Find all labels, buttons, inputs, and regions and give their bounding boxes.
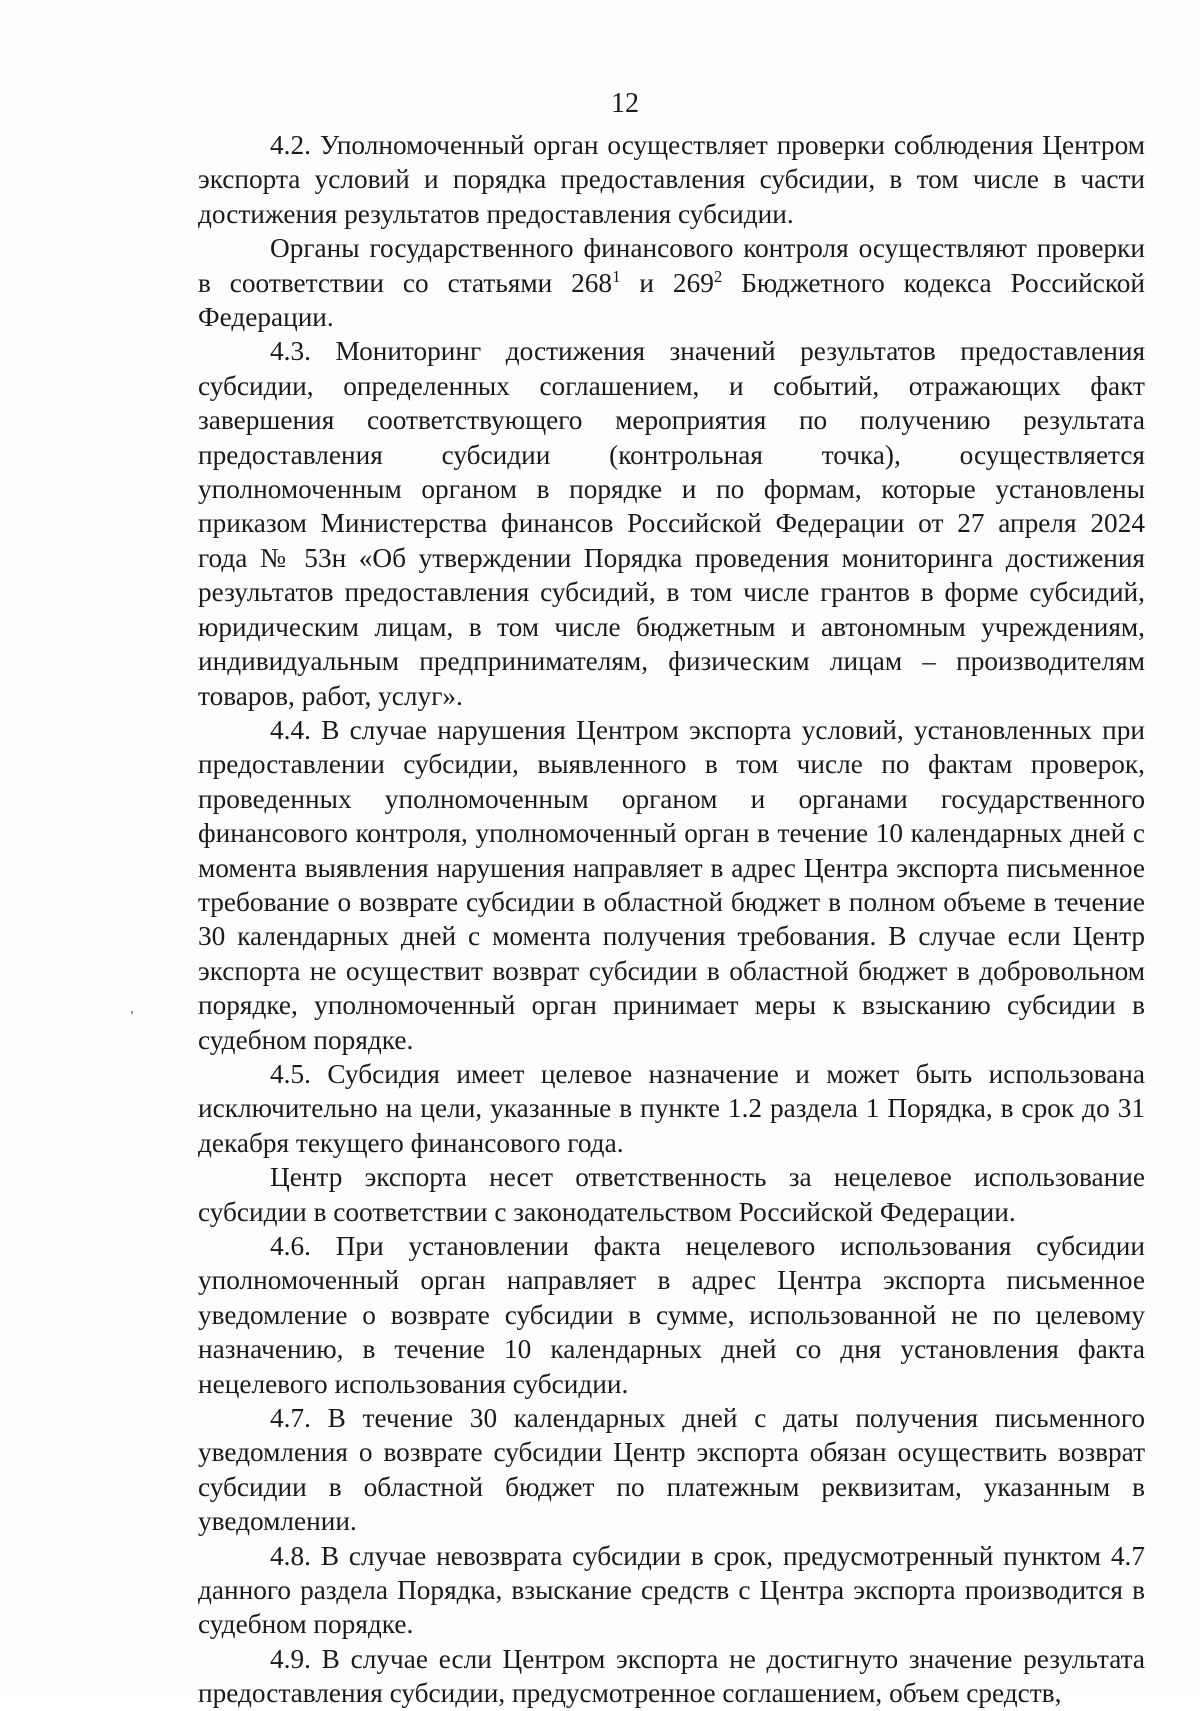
scan-speck [131,1011,133,1014]
paragraph-4-7: 4.7. В течение 30 календарных дней с даты получения письменного уведомления о возврате субсидии Центр экспорта обязан осуществить возврат субсидии в областной бюджет по платежным реквизитам, указанным в уведомлении. [198,1403,1145,1537]
paragraph-text: и 269 [620,267,714,298]
superscript: 1 [612,266,621,286]
paragraph-text: Органы государственного финансового контроля осуществляют проверки в соответствии со статьями 268 [198,233,1145,298]
paragraph-4-4: 4.4. В случае нарушения Центром экспорта условий, установленных при предоставлении субсидии, выявленного в том числе по фактам проверок, проведенных уполномоченным органом и органами государственного финансового контроля, уполномоченный орган в течение 10 календарных дней с момента выявления нарушения направляет в адрес Центра экспорта письменное требование о возврате субсидии в областной бюджет в полном объеме в течение 30 календарных дней с момента получения требования. В случае если Центр экспорта не осуществит возврат субсидии в областной бюджет в добровольном порядке, уполномоченный орган принимает меры к взысканию субсидии в судебном порядке. [198,714,1145,1055]
paragraph-4-9: 4.9. В случае если Центром экспорта не достигнуто значение результата предоставления субсидии, предусмотренное соглашением, объем средств, [198,1643,1145,1709]
paragraph-4-3: 4.3. Мониторинг достижения значений результатов предоставления субсидии, определенных соглашением, и событий, отражающих факт завершения соответствующего мероприятия по получению результата предоставления субсидии (контрольная точка), осуществляется уполномоченным органом в порядке и по формам, которые установлены приказом Министерства финансов Российской Федерации от 27 апреля 2024 года № 53н «Об утверждении Порядка проведения мониторинга достижения результатов предоставления субсидий, в том числе грантов в форме субсидий, юридическим лицам, в том числе бюджетным и автономным учреждениям, индивидуальным предпринимателям, физическим лицам – производителям товаров, работ, услуг». [198,336,1145,711]
superscript: 2 [713,266,723,286]
page-number: 12 [611,88,639,119]
paragraph-4-2: 4.2. Уполномоченный орган осуществляет проверки соблюдения Центром экспорта условий и порядка предоставления субсидии, в том числе в части достижения результатов предоставления субсидии. [198,130,1145,229]
document-body [198,128,1145,1711]
paragraph-financial-control [198,231,1145,334]
paragraph-4-6: 4.6. При установлении факта нецелевого использования субсидии уполномоченный орган направляет в адрес Центра экспорта письменное уведомление о возврате субсидии в сумме, использованной не по целевому назначению, в течение 10 календарных дней со дня установления факта нецелевого использования субсидии. [198,1231,1145,1399]
paragraph-4-5: 4.5. Субсидия имеет целевое назначение и может быть использована исключительно на цели, указанные в пункте 1.2 раздела 1 Порядка, в срок до 31 декабря текущего финансового года. [198,1058,1145,1158]
paragraph-responsibility: Центр экспорта несет ответственность за нецелевое использование субсидии в соответствии с законодательством Российской Федерации. [198,1162,1145,1227]
paragraph-text: Бюджетного кодекса Российской Федерации. [198,267,1146,333]
paragraph-4-8: 4.8. В случае невозврата субсидии в срок, предусмотренный пунктом 4.7 данного раздела Порядка, взыскание средств с Центра экспорта производится в судебном порядке. [198,1540,1145,1640]
